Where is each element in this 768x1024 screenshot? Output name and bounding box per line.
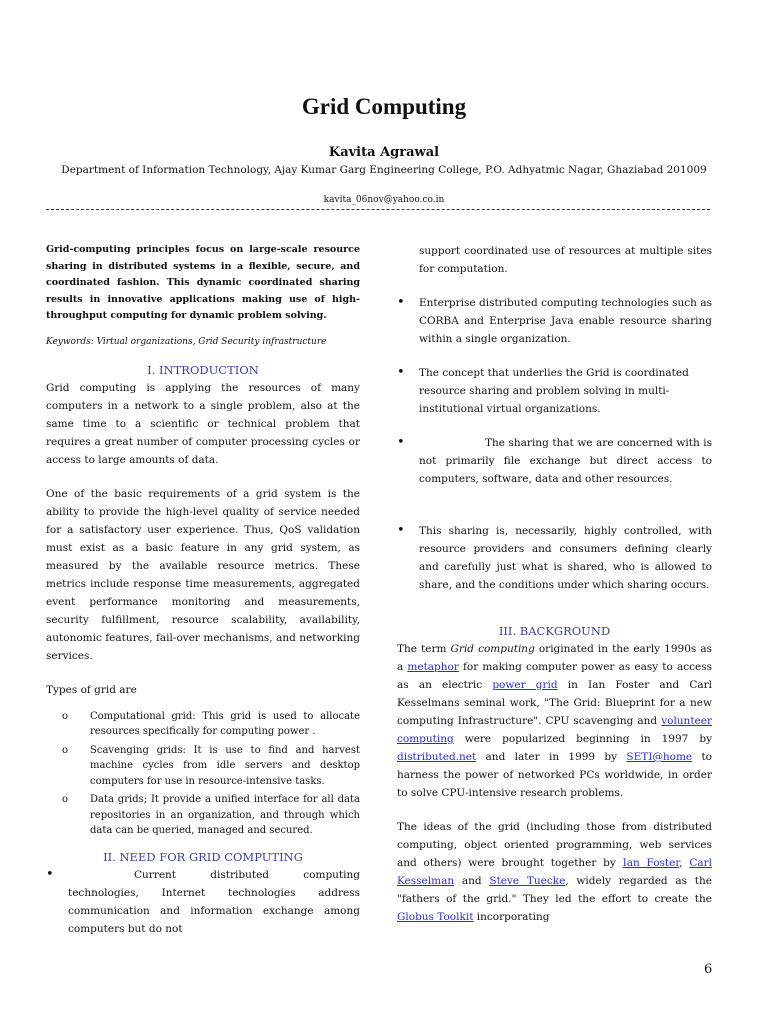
- bullet-icon: •: [397, 523, 405, 538]
- text-run: for making computer power as easy to access as an electric: [397, 661, 712, 691]
- header-divider: [46, 209, 710, 210]
- list-item-text: Scavenging grids: It is use to find and harvest machine cycles from idle servers and desktop computers for use in resource-intensive tasks.: [90, 744, 360, 787]
- text-run: ,: [679, 857, 690, 869]
- background-paragraph-2: [397, 818, 712, 926]
- need-bullet-5: [397, 522, 712, 594]
- text-run: and: [454, 875, 490, 887]
- bullet-icon: •: [397, 295, 405, 310]
- bullet-text: Current distributed computing technologies, Internet technologies address communication and information exchange among computers but do not: [68, 868, 360, 935]
- left-column: [46, 242, 360, 938]
- bullet-text: Enterprise distributed computing technologies such as CORBA and Enterprise Java enable resource sharing within a single organization.: [419, 297, 712, 345]
- abstract: Grid-computing principles focus on large-scale resource sharing in distributed systems in a flexible, secure, and coordinated fashion. This dynamic coordinated sharing results in innovative applications making use of high-throughput computing for dynamic problem solving.: [46, 244, 360, 321]
- need-bullet-1-continued: support coordinated use of resources at multiple sites for computation.: [419, 245, 712, 275]
- author-affiliation: Department of Information Technology, Ajay Kumar Garg Engineering College, P.O. Adhyatmic Nagar, Ghaziabad 201009: [61, 164, 707, 176]
- section-heading-need: II. NEED FOR GRID COMPUTING: [103, 849, 303, 864]
- section-heading-background: III. BACKGROUND: [498, 624, 611, 638]
- grid-types-list: [46, 709, 360, 839]
- need-bullet-4: [397, 434, 712, 488]
- page-number: 6: [704, 962, 713, 977]
- need-bullet-2: [397, 294, 712, 348]
- author-email: kavita_06nov@yahoo.co.in: [323, 195, 445, 205]
- text-run: and later in 1999 by: [476, 751, 627, 763]
- grid-types-label: Types of grid are: [46, 683, 137, 696]
- text-run: The term: [397, 643, 451, 655]
- text-run: in Ian Foster and Carl Kesselmans seminal work, "The Grid: Blueprint for a new computing Infrastructure". CPU scavenging and: [397, 679, 713, 727]
- bullet-icon: •: [46, 866, 54, 882]
- text-run: to harness the power of networked PCs worldwide, in order to solve CPU-intensive research problems.: [397, 751, 712, 799]
- section-heading-introduction: I. INTRODUCTION: [147, 362, 259, 377]
- background-paragraph-1: [397, 640, 712, 802]
- need-bullet-1: [46, 866, 360, 938]
- list-item: [46, 709, 360, 740]
- text-run: incorporating: [473, 911, 550, 923]
- intro-paragraph-1: Grid computing is applying the resources of many computers in a network to a single problem, also at the same time to a scientific or technical problem that requires a great number of computer processing cycles or access to large amounts of data.: [46, 381, 360, 466]
- bullet-icon: •: [397, 435, 405, 450]
- link-ian-foster[interactable]: Ian Foster: [622, 857, 680, 869]
- link-metaphor[interactable]: metaphor: [407, 661, 459, 673]
- link-globus-toolkit[interactable]: Globus Toolkit: [397, 911, 474, 923]
- text-run: , widely regarded as the "fathers of the grid." They led the effort to create the: [397, 875, 713, 905]
- bullet-text: The sharing that we are concerned with is not primarily file exchange but direct access to computers, software, data and other resources.: [419, 437, 712, 485]
- list-item: [46, 792, 360, 839]
- text-run-italic: Grid computing: [450, 643, 535, 655]
- author-name: Kavita Agrawal: [328, 145, 440, 160]
- link-carl-kesselman[interactable]: Carl Kesselman: [397, 857, 712, 887]
- bullet-text: The concept that underlies the Grid is coordinated resource sharing and problem solving in multi-institutional virtual organizations.: [419, 367, 689, 415]
- list-item: [46, 743, 360, 790]
- keywords: Keywords: Virtual organizations, Grid Security infrastructure: [46, 336, 327, 347]
- intro-paragraph-2: One of the basic requirements of a grid system is the ability to provide the high-level quality of service needed for a satisfactory user experience. Thus, QoS validation must exist as a basic feature in any grid system, as measured by the available resource metrics. These metrics include response time measurements, aggregated event performance monitoring and measurements, security fulfillment, resource scalability, availability, autonomic features, fail-over mechanisms, and networking services.: [46, 487, 360, 662]
- circle-bullet-icon: o: [62, 710, 69, 722]
- text-run: originated in the early 1990s as a: [397, 643, 713, 673]
- bullet-text: This sharing is, necessarily, highly controlled, with resource providers and consumers defining clearly and carefully just what is shared, who is allowed to share, and the conditions under which sharing occurs.: [419, 525, 712, 591]
- need-bullet-3: [397, 364, 712, 418]
- link-seti-at-home[interactable]: SETI@home: [626, 751, 693, 763]
- paper-title: Grid Computing: [301, 94, 467, 119]
- text-run: were popularized beginning in 1997 by: [453, 733, 712, 745]
- link-distributed-net[interactable]: distributed.net: [397, 751, 477, 763]
- link-steve-tuecke[interactable]: Steve Tuecke: [489, 875, 566, 887]
- text-run: The ideas of the grid (including those from distributed computing, object oriented programming, web services and others) were brought together by: [397, 821, 712, 869]
- list-item-text: Computational grid: This grid is used to allocate resources specifically for computing power .: [90, 710, 360, 737]
- list-item-text: Data grids; It provide a unified interface for all data repositories in an organization, and through which data can be queried, managed and secured.: [90, 794, 360, 836]
- circle-bullet-icon: o: [62, 794, 69, 805]
- link-volunteer-computing[interactable]: volunteer computing: [397, 715, 712, 745]
- right-column: [397, 242, 712, 926]
- circle-bullet-icon: o: [62, 744, 69, 756]
- link-power-grid[interactable]: power grid: [492, 679, 558, 691]
- bullet-icon: •: [397, 365, 405, 380]
